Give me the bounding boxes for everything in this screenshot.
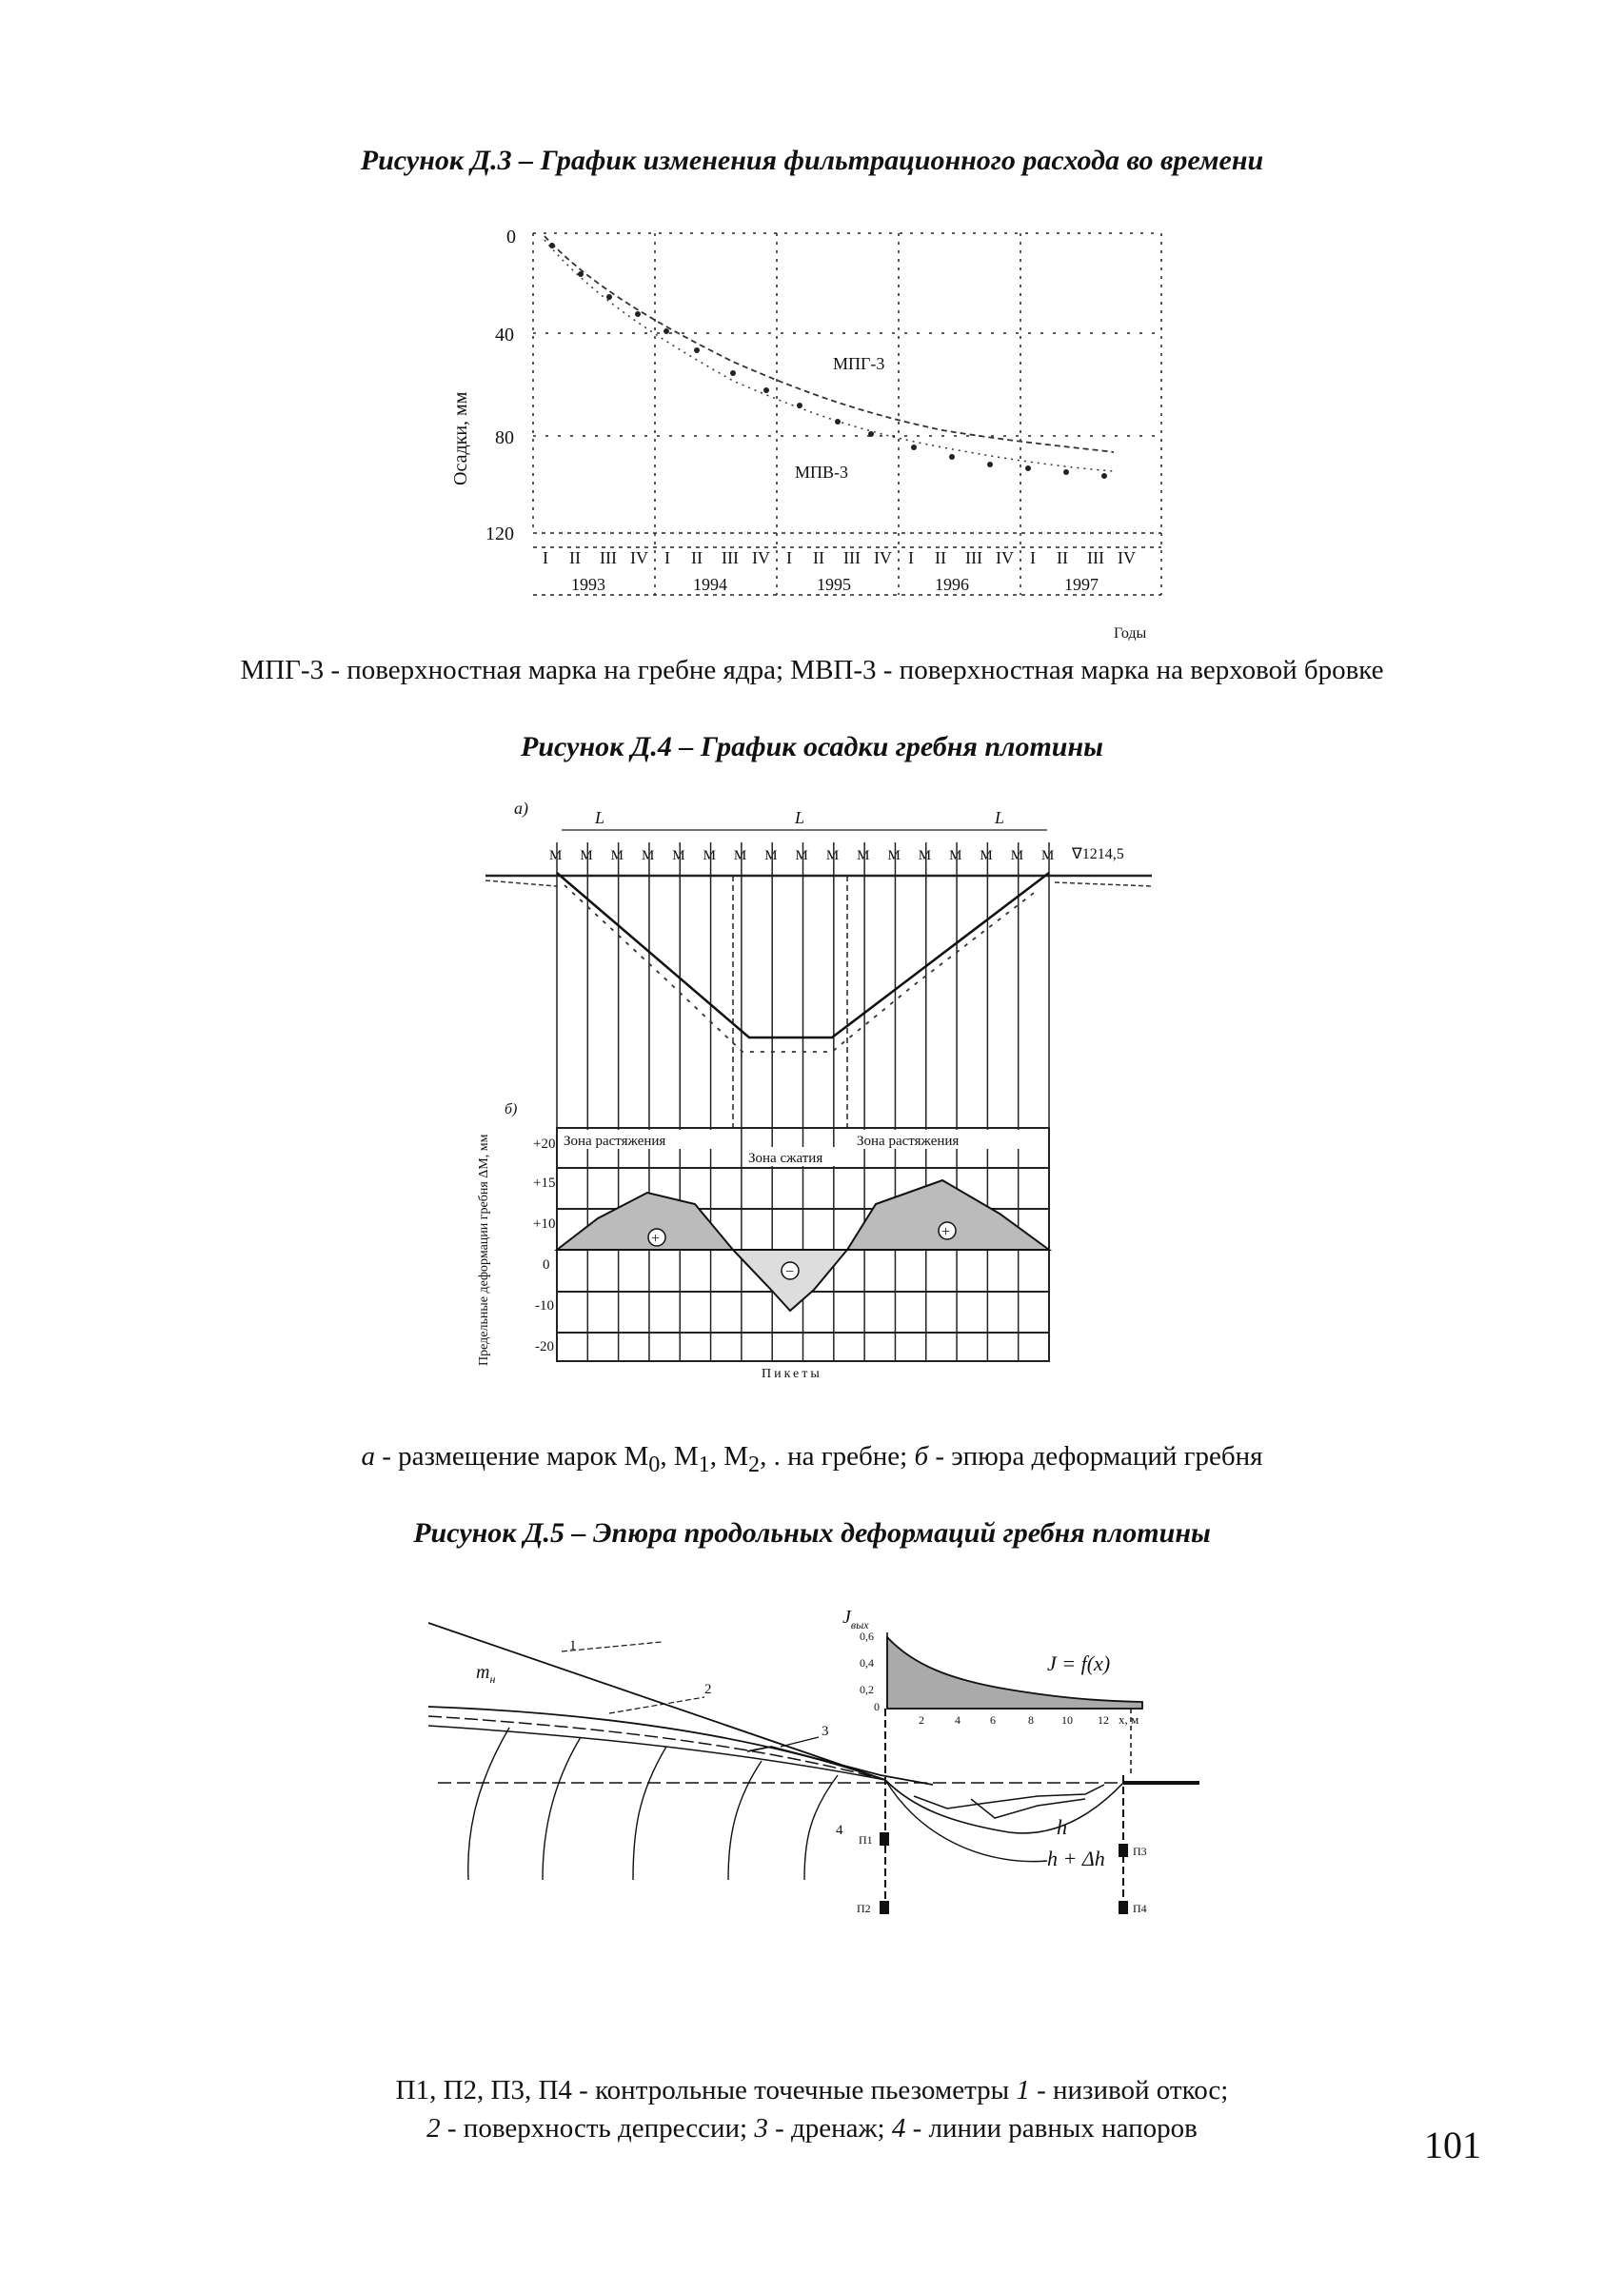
year-labels: [571, 575, 1099, 594]
svg-text:8: 8: [1028, 1713, 1034, 1727]
minus-sign: −: [785, 1264, 795, 1280]
mark-label: M: [580, 848, 593, 863]
series-points: [549, 243, 1107, 479]
svg-text:1994: 1994: [693, 575, 727, 594]
svg-text:10: 10: [1061, 1713, 1073, 1727]
j-yticks: [860, 1630, 880, 1713]
svg-text:0: 0: [543, 1257, 550, 1273]
crest-deformation-figure: [466, 795, 1171, 1380]
series-label-mpg3: МПГ-3: [833, 354, 885, 373]
j-function-label: J = f(x): [1047, 1651, 1111, 1675]
mark-label: M: [733, 848, 747, 863]
svg-text:4: 4: [955, 1713, 961, 1727]
svg-text:II: II: [813, 548, 824, 567]
zone-tension-right: Зона растяжения: [857, 1134, 960, 1149]
svg-text:+20: +20: [533, 1137, 556, 1152]
svg-text:П4: П4: [1133, 1902, 1147, 1915]
crest-marks: [549, 848, 1054, 863]
mark-label: M: [918, 848, 932, 863]
deformation-yticks: [533, 1137, 555, 1354]
seepage-figure: [419, 1594, 1238, 1956]
note-seepage-line1: П1, П2, П3, П4 - контрольные точечные пьезометры 1 - низивой откос;: [395, 2075, 1229, 2105]
mark-label: M: [764, 848, 778, 863]
series-label-mvp3: МПВ-3: [795, 463, 849, 482]
mark-label: M: [825, 848, 840, 863]
svg-text:1995: 1995: [817, 575, 851, 594]
svg-text:1996: 1996: [935, 575, 969, 594]
piezometer-labels: [857, 1833, 1147, 1915]
zone-compression: Зона сжатия: [748, 1151, 823, 1166]
mark-label: M: [1010, 848, 1024, 863]
mark-label: M: [549, 848, 563, 863]
h-dh-label: h + Δh: [1047, 1847, 1105, 1870]
series-mpg3-line: [545, 236, 1114, 452]
svg-text:-20: -20: [535, 1339, 554, 1354]
callout-2: 2: [704, 1682, 712, 1697]
mark-label: M: [949, 848, 962, 863]
svg-text:I: I: [908, 548, 914, 567]
mark-label: M: [672, 848, 685, 863]
caption-figure-d3: Рисунок Д.3 – График изменения фильтрационного расхода во времени: [360, 145, 1264, 176]
svg-text:0,6: 0,6: [860, 1630, 874, 1643]
svg-text:II: II: [569, 548, 581, 567]
svg-text:0: 0: [874, 1700, 880, 1713]
span-label-3: L: [995, 808, 1005, 827]
callout-4: 4: [836, 1823, 843, 1838]
mark-label: M: [610, 848, 624, 863]
ytick-0: 0: [506, 227, 516, 247]
ytick-120: 120: [485, 524, 514, 544]
svg-text:0,2: 0,2: [860, 1683, 874, 1696]
label-b: б): [505, 1101, 518, 1117]
x-axis-pickets: Пикеты: [762, 1367, 822, 1380]
mark-label: M: [857, 848, 870, 863]
callout-3: 3: [822, 1724, 829, 1739]
deformation-y-label: Предельные деформации гребня ΔM, мм: [477, 1134, 491, 1366]
svg-text:III: III: [722, 548, 739, 567]
mark-label: M: [887, 848, 901, 863]
svg-text:12: 12: [1098, 1713, 1109, 1727]
svg-text:-10: -10: [535, 1298, 554, 1314]
svg-text:II: II: [935, 548, 946, 567]
mark-label: M: [795, 848, 808, 863]
svg-text:IV: IV: [752, 548, 770, 567]
mark-label: M: [1041, 848, 1055, 863]
svg-text:I: I: [664, 548, 670, 567]
y-axis-label: Осадки, мм: [450, 391, 471, 485]
svg-text:+15: +15: [533, 1176, 556, 1191]
span-label-1: L: [595, 808, 605, 827]
mark-label: M: [641, 848, 655, 863]
caption-figure-d4: Рисунок Д.4 – График осадки гребня плотины: [521, 731, 1103, 762]
svg-text:IV: IV: [1118, 548, 1136, 567]
elevation-label: ∇1214,5: [1072, 846, 1124, 862]
ytick-40: 40: [495, 325, 514, 346]
svg-text:0,4: 0,4: [860, 1656, 874, 1670]
svg-text:II: II: [691, 548, 703, 567]
ytick-80: 80: [495, 427, 514, 448]
svg-text:III: III: [1087, 548, 1104, 567]
svg-text:П2: П2: [857, 1902, 871, 1915]
svg-text:IV: IV: [996, 548, 1014, 567]
svg-text:IV: IV: [874, 548, 892, 567]
h-label: h: [1057, 1815, 1067, 1839]
svg-text:I: I: [543, 548, 548, 567]
j-axis-label: $J_{вых}$: [842, 1607, 869, 1631]
note-crest: а - размещение марок $M_0$, $M_1$, $M_2$, . на гребне; б - эпюра деформаций гребня: [361, 1441, 1263, 1477]
svg-text:III: III: [843, 548, 861, 567]
svg-text:1997: 1997: [1064, 575, 1099, 594]
svg-text:6: 6: [990, 1713, 996, 1727]
svg-text:П1: П1: [859, 1833, 873, 1847]
callout-1: 1: [569, 1638, 577, 1653]
x-axis-label: Годы: [1114, 625, 1147, 642]
note-seepage-line2: 2 - поверхность депрессии; 3 - дренаж; 4 - линии равных напоров: [426, 2113, 1198, 2144]
svg-text:П3: П3: [1133, 1845, 1147, 1858]
mark-label: M: [703, 848, 716, 863]
svg-text:II: II: [1057, 548, 1068, 567]
plus-sign-left: +: [651, 1231, 661, 1247]
settlement-chart: [447, 219, 1180, 647]
svg-text:I: I: [786, 548, 792, 567]
page-number: 101: [1424, 2124, 1481, 2166]
svg-text:+10: +10: [533, 1216, 556, 1232]
note-settlement: МПГ-3 - поверхностная марка на гребне ядра; МВП-3 - поверхностная марка на верховой бровке: [240, 655, 1384, 685]
svg-text:I: I: [1030, 548, 1036, 567]
zone-tension-left: Зона растяжения: [564, 1134, 666, 1149]
svg-text:2: 2: [919, 1713, 924, 1727]
j-xticks: [919, 1713, 1109, 1727]
svg-text:IV: IV: [630, 548, 648, 567]
mn-label: $m_н$: [476, 1662, 496, 1686]
quarter-labels: [543, 548, 1136, 567]
j-x-label: x, м: [1119, 1712, 1139, 1727]
caption-figure-d5: Рисунок Д.5 – Эпюра продольных деформаций гребня плотины: [413, 1517, 1211, 1549]
span-label-2: L: [795, 808, 805, 827]
svg-text:III: III: [965, 548, 982, 567]
plus-sign-right: +: [941, 1224, 951, 1240]
svg-text:III: III: [600, 548, 617, 567]
mark-label: M: [980, 848, 993, 863]
label-a: а): [514, 799, 528, 818]
svg-text:1993: 1993: [571, 575, 605, 594]
